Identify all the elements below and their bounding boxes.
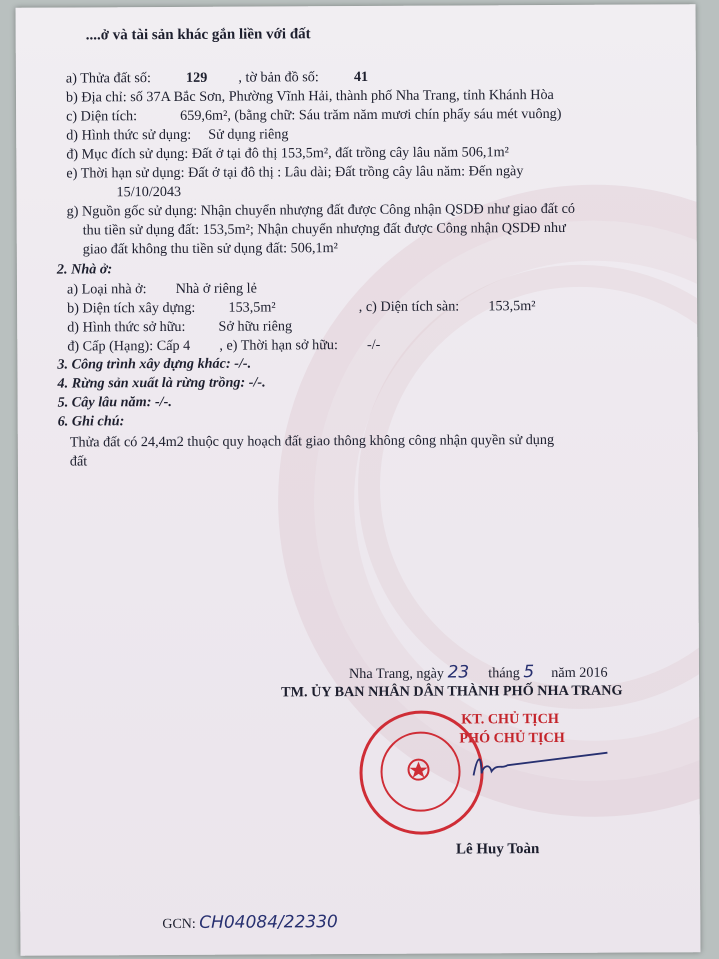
issue-date: Nha Trang, ngày 23 tháng 5 năm 2016	[348, 662, 608, 683]
own-term-value: -/-	[366, 336, 381, 353]
origin-line-3: giao đất không thu tiền sử dụng đất: 506,1m²	[82, 240, 338, 258]
other-construction: 3. Công trình xây dựng khác: -/-.	[57, 355, 252, 373]
notes-title: 6. Ghi chú:	[57, 413, 125, 430]
address-line: b) Địa chỉ: số 37A Bắc Sơn, Phường Vĩnh Hải, thành phố Nha Trang, tỉnh Khánh Hòa	[65, 86, 554, 106]
gcn-number-line: GCN: CH04084/22330	[162, 912, 338, 933]
area-line: c) Diện tích: 659,6m², (bằng chữ: Sáu trăm năm mươi chín phẩy sáu mét vuông)	[66, 105, 562, 125]
house-type-line: a) Loại nhà ở: Nhà ở riêng lẻ	[66, 280, 257, 298]
purpose-value: Đất ở tại đô thị 153,5m², đất trồng cây lâu năm 506,1m²	[191, 144, 509, 162]
ownership-value: Sở hữu riêng	[218, 318, 293, 335]
official-seal	[359, 710, 484, 835]
term-line: e) Thời hạn sử dụng: Đất ở tại đô thị : Lâu dài; Đất trồng cây lâu năm: Đến ngày	[66, 163, 524, 182]
use-form-line: d) Hình thức sử dụng: Sử dụng riêng	[66, 126, 289, 144]
vice-title: PHÓ CHỦ TỊCH	[459, 729, 565, 747]
page-header: ....ở và tài sản khác gắn liền với đất	[85, 26, 311, 44]
origin-line: g) Nguồn gốc sử dụng: Nhận chuyển nhượng đất được Công nhận QSDĐ như giao đất có	[66, 200, 576, 220]
gcn-number: CH04084/22330	[199, 912, 338, 933]
grade-line: đ) Cấp (Hạng): Cấp 4 , e) Thời hạn sở hữu: -/-	[67, 336, 381, 355]
area-value: 659,6m², (bằng chữ: Sáu trăm năm mươi chín phẩy sáu mét vuông)	[180, 105, 562, 124]
kt-title: KT. CHỦ TỊCH	[461, 710, 559, 728]
grade-value: Cấp 4	[156, 337, 191, 355]
certificate-page	[16, 4, 701, 956]
date-day: 23	[447, 662, 470, 683]
address-value: số 37A Bắc Sơn, Phường Vĩnh Hải, thành phố Nha Trang, tỉnh Khánh Hòa	[130, 86, 554, 106]
purpose-line: đ) Mục đích sử dụng: Đất ở tại đô thị 153,5m², đất trồng cây lâu năm 506,1m²	[66, 144, 509, 163]
signer-name: Lê Huy Toàn	[455, 841, 540, 858]
note-line-1: Thửa đất có 24,4m2 thuộc quy hoạch đất giao thông không công nhận quyền sử dụng	[69, 431, 555, 451]
signature-image	[467, 745, 617, 786]
built-area-value: 153,5m²	[228, 299, 276, 316]
use-form-value: Sử dụng riêng	[208, 126, 289, 143]
seal-emblem-icon	[359, 710, 478, 829]
house-type-value: Nhà ở riêng lẻ	[175, 280, 257, 297]
authority-title: TM. ỦY BAN NHÂN DÂN THÀNH PHỐ NHA TRANG	[281, 682, 623, 701]
term-date: 15/10/2043	[116, 183, 182, 201]
perennial-trees: 5. Cây lâu năm: -/-.	[57, 393, 172, 411]
note-line-2: đất	[69, 453, 88, 470]
parcel-number: 129	[185, 69, 208, 86]
planted-forest: 4. Rừng sản xuất là rừng trồng: -/-.	[57, 374, 266, 392]
term-value: Đất ở tại đô thị : Lâu dài; Đất trồng cây lâu năm: Đến ngày	[188, 163, 524, 181]
ownership-line: d) Hình thức sở hữu: Sở hữu riêng	[67, 318, 293, 336]
origin-line-2: thu tiền sử dụng đất: 153,5m²; Nhận chuyển nhượng đất được Công nhận QSDĐ như	[82, 219, 566, 239]
origin-value: Nhận chuyển nhượng đất được Công nhận QSDĐ như giao đất có	[200, 200, 576, 219]
house-section-title: 2. Nhà ở:	[56, 261, 113, 278]
date-month: 5	[523, 662, 535, 683]
parcel-line: a) Thửa đất số: 129 , tờ bản đồ số: 41	[65, 68, 369, 87]
map-number: 41	[353, 68, 369, 86]
house-area-line: b) Diện tích xây dựng: 153,5m² , c) Diện tích sàn: 153,5m²	[67, 298, 536, 317]
floor-area-value: 153,5m²	[488, 298, 536, 315]
